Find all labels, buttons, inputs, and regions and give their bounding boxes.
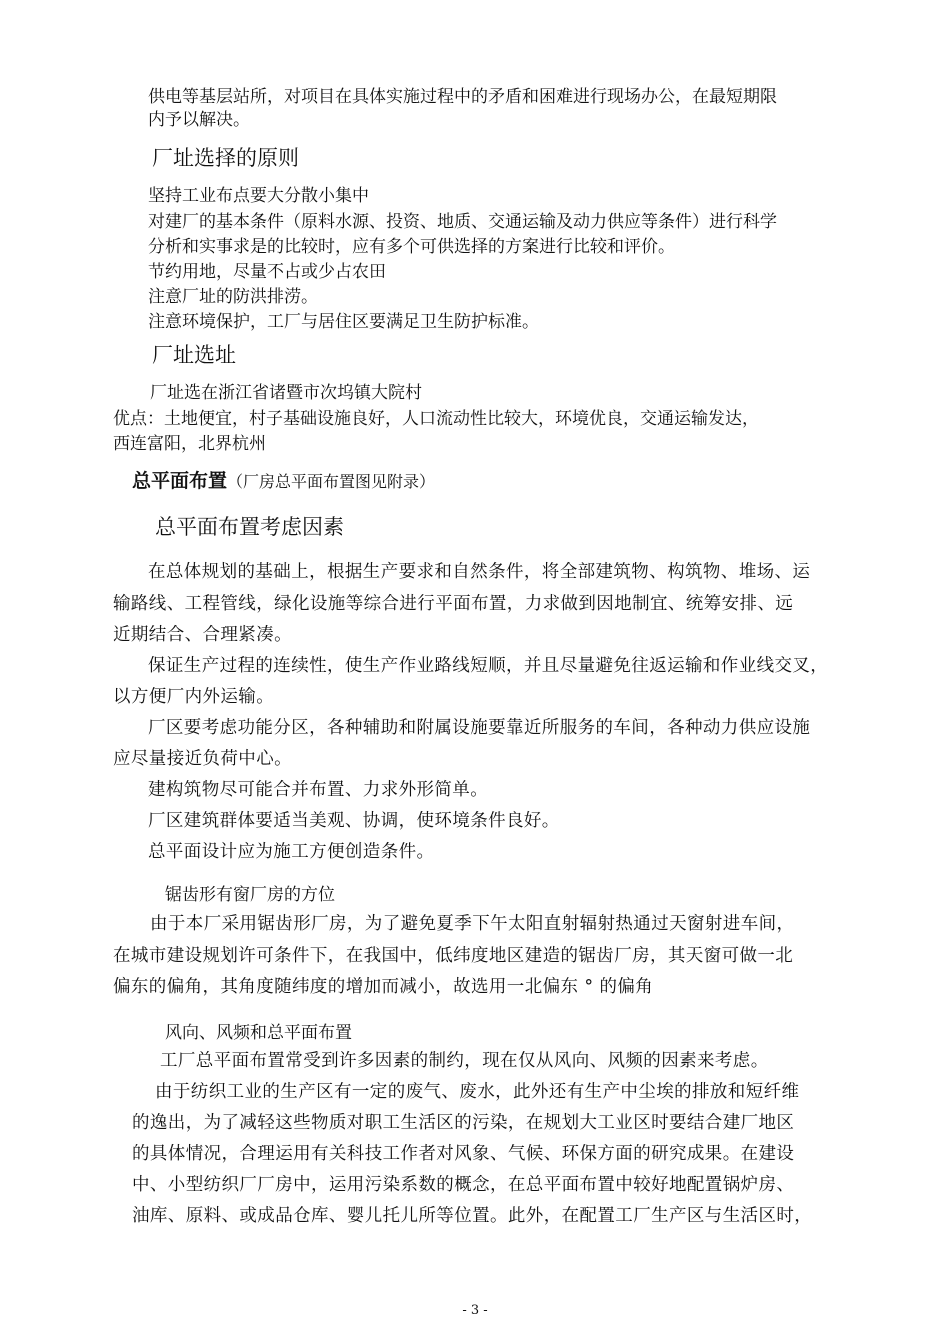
text-line: 油库、原料、或成品仓库、婴儿托儿所等位置。此外，在配置工厂生产区与生活区时， bbox=[132, 1206, 813, 1226]
text-line: 厂区要考虑功能分区，各种辅助和附属设施要靠近所服务的车间，各种动力供应设施 bbox=[148, 718, 811, 738]
subsection-heading: 风向、风频和总平面布置 bbox=[165, 1023, 352, 1043]
text-line: 厂区建筑群体要适当美观、协调，使环境条件良好。 bbox=[148, 811, 560, 831]
text-line: 中、小型纺织厂厂房中，运用污染系数的概念，在总平面布置中较好地配置锅炉房、 bbox=[132, 1175, 795, 1195]
section-heading: 厂址选择的原则 bbox=[152, 146, 299, 170]
text-line: 偏东的偏角，其角度随纬度的增加而减小，故选用一北偏东 ° 的偏角 bbox=[113, 977, 654, 997]
chapter-heading-note: （厂房总平面布置图见附录） bbox=[227, 472, 436, 491]
text-line: 由于本厂采用锯齿形厂房，为了避免夏季下午太阳直射辐射热通过天窗射进车间， bbox=[150, 914, 795, 934]
text-line: 节约用地，尽量不占或少占农田 bbox=[148, 262, 386, 282]
text-line: 在总体规划的基础上，根据生产要求和自然条件，将全部建筑物、构筑物、堆场、运 bbox=[148, 562, 811, 582]
text-line: 建构筑物尽可能合并布置、力求外形简单。 bbox=[148, 780, 489, 800]
text-line: 总平面设计应为施工方便创造条件。 bbox=[148, 842, 435, 862]
text-line: 由于纺织工业的生产区有一定的废气、废水，此外还有生产中尘埃的排放和短纤维 bbox=[155, 1082, 800, 1102]
section-heading: 总平面布置考虑因素 bbox=[155, 515, 344, 539]
text-line: 以方便厂内外运输。 bbox=[113, 687, 275, 707]
text-line: 应尽量接近负荷中心。 bbox=[113, 749, 292, 769]
text-line: 坚持工业布点要大分散小集中 bbox=[148, 186, 369, 206]
chapter-heading-title: 总平面布置 bbox=[132, 470, 228, 492]
text-line: 内予以解决。 bbox=[148, 110, 250, 130]
text-line: 在城市建设规划许可条件下，在我国中，低纬度地区建造的锯齿厂房，其天窗可做一北 bbox=[113, 946, 794, 966]
text-line: 注意厂址的防洪排涝。 bbox=[148, 287, 318, 307]
text-line: 输路线、工程管线，绿化设施等综合进行平面布置，力求做到因地制宜、统筹安排、远 bbox=[113, 594, 794, 614]
text-line: 保证生产过程的连续性，使生产作业路线短顺，并且尽量避免往返运输和作业线交叉， bbox=[148, 656, 829, 676]
text-line: 的逸出，为了减轻这些物质对职工生活区的污染，在规划大工业区时要结合建厂地区 bbox=[132, 1113, 795, 1133]
text-line: 供电等基层站所，对项目在具体实施过程中的矛盾和困难进行现场办公，在最短期限 bbox=[148, 87, 777, 107]
text-line: 的具体情况，合理运用有关科技工作者对风象、气候、环保方面的研究成果。在建设 bbox=[132, 1144, 795, 1164]
page-number: - 3 - bbox=[462, 1303, 488, 1318]
chapter-heading bbox=[132, 469, 435, 494]
text-line: 注意环境保护，工厂与居住区要满足卫生防护标准。 bbox=[148, 312, 539, 332]
text-line: 对建厂的基本条件（原料水源、投资、地质、交通运输及动力供应等条件）进行科学 bbox=[148, 212, 777, 232]
section-heading: 厂址选址 bbox=[152, 343, 236, 367]
text-line: 近期结合、合理紧凑。 bbox=[113, 625, 292, 645]
text-line: 西连富阳，北界杭州 bbox=[113, 434, 266, 454]
text-line: 工厂总平面布置常受到许多因素的制约，现在仅从风向、风频的因素来考虑。 bbox=[160, 1051, 769, 1071]
text-line: 优点：土地便宜，村子基础设施良好，人口流动性比较大，环境优良，交通运输发达， bbox=[113, 409, 759, 429]
text-line: 分析和实事求是的比较时，应有多个可供选择的方案进行比较和评价。 bbox=[148, 237, 675, 257]
text-line: 厂址选在浙江省诸暨市次坞镇大院村 bbox=[150, 383, 422, 403]
subsection-heading: 锯齿形有窗厂房的方位 bbox=[165, 885, 335, 905]
